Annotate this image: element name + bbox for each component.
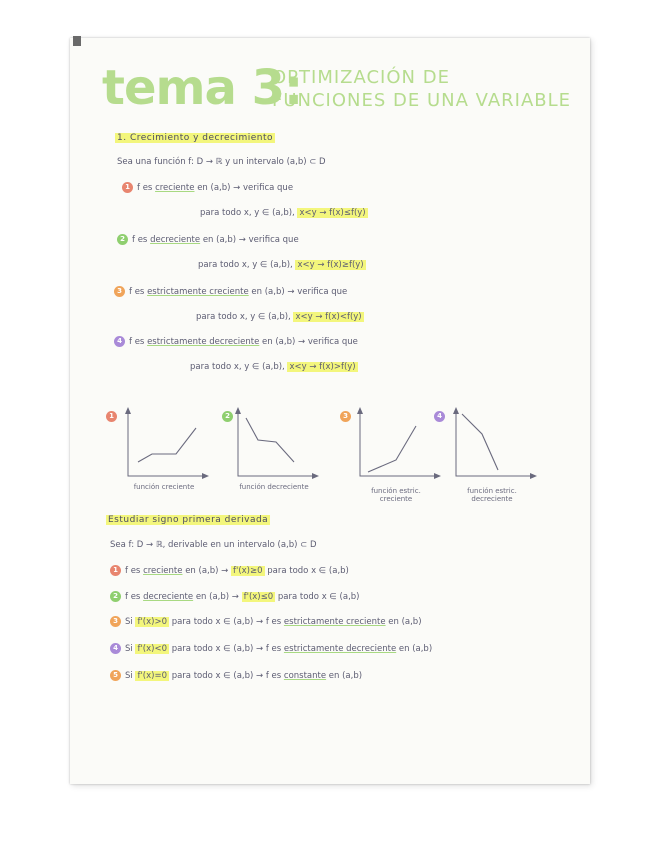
page-subtitle-line1: OPTIMIZACIÓN DE xyxy=(272,67,450,88)
number-badge: 2 xyxy=(117,234,128,245)
definition-3: 3 f es estrictamente creciente en (a,b) → verifica que xyxy=(114,286,347,297)
term-label: estrictamente decreciente xyxy=(147,337,260,347)
condition-highlight: x<y → f(x)≥f(y) xyxy=(297,260,364,270)
graph-4-badge: 4 xyxy=(434,411,449,422)
derivative-rule-4: 4 Si f'(x)<0 para todo x ∈ (a,b) → f es estrictamente decreciente en (a,b) xyxy=(110,643,432,654)
number-badge: 4 xyxy=(114,336,125,347)
derivative-rule-1: 1 f es creciente en (a,b) → f'(x)≥0 para todo x ∈ (a,b) xyxy=(110,565,349,576)
derivative-highlight: f'(x)>0 xyxy=(137,617,167,627)
graph-axes xyxy=(128,410,206,476)
definition-4: 4 f es estrictamente decreciente en (a,b) → verifica que xyxy=(114,336,358,347)
graph-curve xyxy=(462,414,498,470)
number-badge: 3 xyxy=(114,286,125,297)
section1-intro: Sea una función f: D → ℝ y un intervalo (a,b) ⊂ D xyxy=(117,157,326,167)
number-badge: 4 xyxy=(110,643,121,654)
definition-4-condition: para todo x, y ∈ (a,b), x<y → f(x)>f(y) xyxy=(190,362,356,372)
condition-highlight: x<y → f(x)≤f(y) xyxy=(299,208,366,218)
derivative-rule-2: 2 f es decreciente en (a,b) → f'(x)≤0 para todo x ∈ (a,b) xyxy=(110,591,359,602)
section1-heading: 1. Crecimiento y decrecimiento xyxy=(117,133,274,143)
graph-curve xyxy=(368,426,416,472)
section2-intro: Sea f: D → ℝ, derivable en un intervalo (a,b) ⊂ D xyxy=(110,540,317,550)
number-badge: 1 xyxy=(110,565,121,576)
derivative-highlight: f'(x)=0 xyxy=(137,671,167,681)
derivative-rule-5: 5 Si f'(x)=0 para todo x ∈ (a,b) → f es constante en (a,b) xyxy=(110,670,362,681)
number-badge: 1 xyxy=(122,182,133,193)
graph-3-badge: 3 xyxy=(340,411,355,422)
section2-heading: Estudiar signo primera derivada xyxy=(108,515,269,525)
graph-2-badge: 2 xyxy=(222,411,237,422)
graph-increasing xyxy=(118,404,210,486)
derivative-rule-3: 3 Si f'(x)>0 para todo x ∈ (a,b) → f es estrictamente creciente en (a,b) xyxy=(110,616,422,627)
page-subtitle-line2: FUNCIONES DE UNA VARIABLE xyxy=(272,90,572,111)
page-title: tema 3: xyxy=(102,60,303,116)
term-label: estrictamente creciente xyxy=(147,287,249,297)
graph-curve xyxy=(246,418,294,462)
definition-1: 1 f es creciente en (a,b) → verifica que xyxy=(122,182,293,193)
number-badge: 2 xyxy=(110,591,121,602)
condition-highlight: x<y → f(x)>f(y) xyxy=(289,362,356,372)
graph-strictly-decreasing xyxy=(446,404,538,486)
graph-2-label: función decreciente xyxy=(239,483,309,491)
definition-3-condition: para todo x, y ∈ (a,b), x<y → f(x)<f(y) xyxy=(196,312,362,322)
binder-clip xyxy=(73,36,81,46)
graph-strictly-increasing xyxy=(350,404,442,486)
graph-1-badge: 1 xyxy=(106,411,121,422)
number-badge: 3 xyxy=(110,616,121,627)
term-label: decreciente xyxy=(150,235,201,245)
definition-1-condition: para todo x, y ∈ (a,b), x<y → f(x)≤f(y) xyxy=(200,208,366,218)
definition-2: 2 f es decreciente en (a,b) → verifica que xyxy=(117,234,299,245)
condition-highlight: x<y → f(x)<f(y) xyxy=(295,312,362,322)
number-badge: 5 xyxy=(110,670,121,681)
definition-2-condition: para todo x, y ∈ (a,b), x<y → f(x)≥f(y) xyxy=(198,260,364,270)
derivative-highlight: f'(x)≥0 xyxy=(233,566,263,576)
graph-4-label: función estric. decreciente xyxy=(467,487,517,503)
graph-3-label: función estric. creciente xyxy=(371,487,421,503)
graph-curve xyxy=(138,428,196,462)
term-label: creciente xyxy=(155,183,195,193)
graph-axes xyxy=(360,410,438,476)
graph-decreasing xyxy=(228,404,320,486)
derivative-highlight: f'(x)≤0 xyxy=(243,592,274,602)
graph-1-label: función creciente xyxy=(133,483,195,491)
derivative-highlight: f'(x)<0 xyxy=(137,644,167,654)
